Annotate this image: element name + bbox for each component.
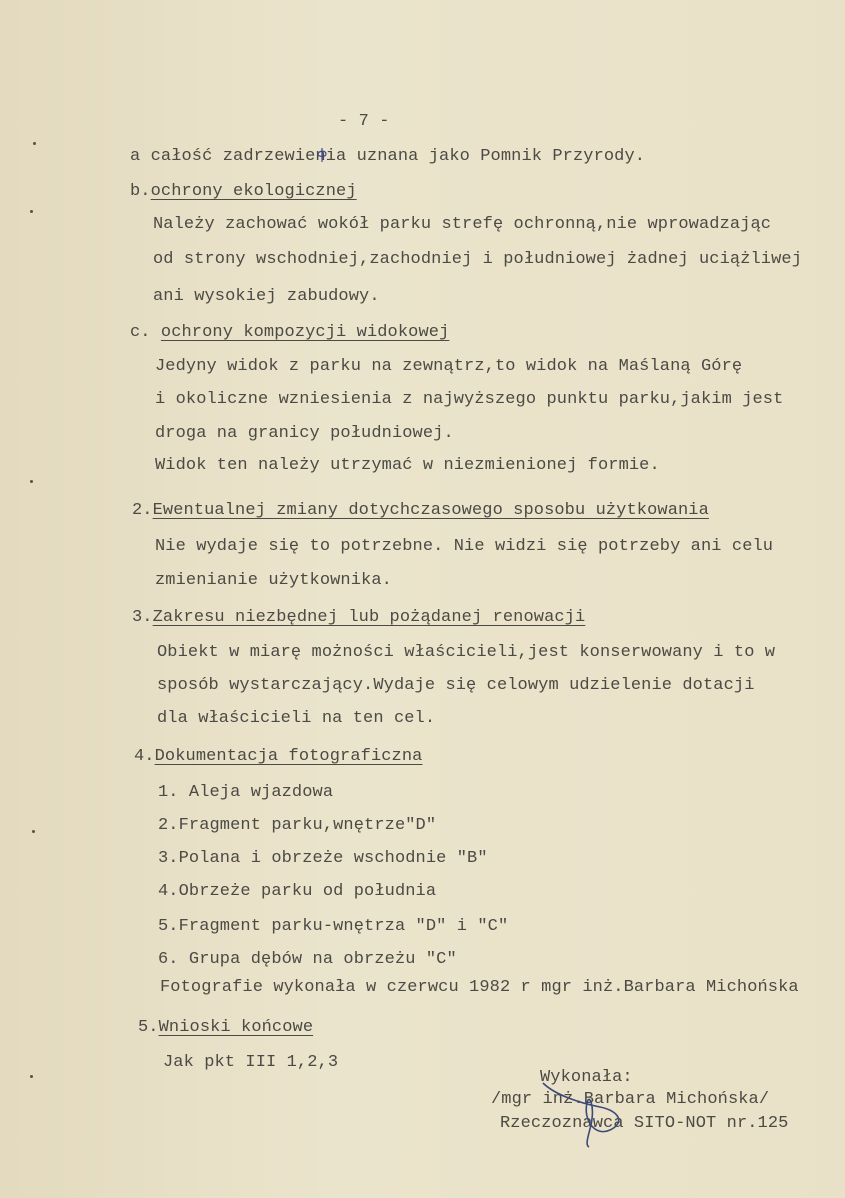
- section-3-heading: 3.Zakresu niezbędnej lub pożądanej renowacji: [132, 608, 586, 627]
- section-2-heading: 2.Ewentualnej zmiany dotychczasowego sposobu użytkowania: [132, 501, 709, 520]
- photo-list-item: 3.Polana i obrzeże wschodnie "B": [158, 849, 488, 868]
- signature-label: Wykonała:: [540, 1068, 633, 1087]
- paragraph-line: Jedyny widok z parku na zewnątrz,to widok na Maślaną Górę: [155, 357, 743, 376]
- page-number: - 7 -: [338, 112, 390, 131]
- paragraph-line: Nie wydaje się to potrzebne. Nie widzi się potrzeby ani celu: [155, 537, 774, 556]
- photo-list-item: 1. Aleja wjazdowa: [158, 783, 334, 802]
- handwritten-signature: [525, 1075, 645, 1150]
- section-4-heading: 4.Dokumentacja fotograficzna: [134, 747, 423, 766]
- signature-name: /mgr inż.Barbara Michońska/: [491, 1090, 770, 1109]
- paragraph-line: Obiekt w miarę możności właścicieli,jest konserwowany i to w: [157, 643, 776, 662]
- photo-list-item: 5.Fragment parku-wnętrza "D" i "C": [158, 917, 509, 936]
- handwritten-correction-mark: [316, 147, 328, 163]
- paragraph-line: ani wysokiej zabudowy.: [153, 287, 380, 306]
- paragraph-line: i okoliczne wzniesienia z najwyższego punktu parku,jakim jest: [155, 390, 784, 409]
- signature-title: Rzeczoznawca SITO-NOT nr.125: [500, 1114, 789, 1133]
- intro-line: a całość zadrzewienia uznana jako Pomnik Przyrody.: [130, 147, 646, 166]
- paragraph-line: zmienianie użytkownika.: [155, 571, 392, 590]
- paragraph-line: Jak pkt III 1,2,3: [163, 1053, 339, 1072]
- section-5-heading: 5.Wnioski końcowe: [138, 1018, 314, 1037]
- paragraph-line: droga na granicy południowej.: [155, 424, 454, 443]
- paragraph-line: od strony wschodniej,zachodniej i południowej żadnej uciążliwej: [153, 250, 803, 269]
- photo-list-item: 6. Grupa dębów na obrzeżu "C": [158, 950, 457, 969]
- photo-credit: Fotografie wykonała w czerwcu 1982 r mgr inż.Barbara Michońska: [160, 978, 799, 997]
- paragraph-line: sposób wystarczający.Wydaje się celowym udzielenie dotacji: [157, 676, 755, 695]
- paragraph-line: Widok ten należy utrzymać w niezmienionej formie.: [155, 456, 660, 475]
- section-b-heading: b.ochrony ekologicznej: [130, 182, 357, 201]
- paragraph-line: dla właścicieli na ten cel.: [157, 709, 436, 728]
- paragraph-line: Należy zachować wokół parku strefę ochronną,nie wprowadzając: [153, 215, 772, 234]
- section-c-heading: c. ochrony kompozycji widokowej: [130, 323, 450, 342]
- photo-list-item: 4.Obrzeże parku od południa: [158, 882, 437, 901]
- photo-list-item: 2.Fragment parku,wnętrze"D": [158, 816, 437, 835]
